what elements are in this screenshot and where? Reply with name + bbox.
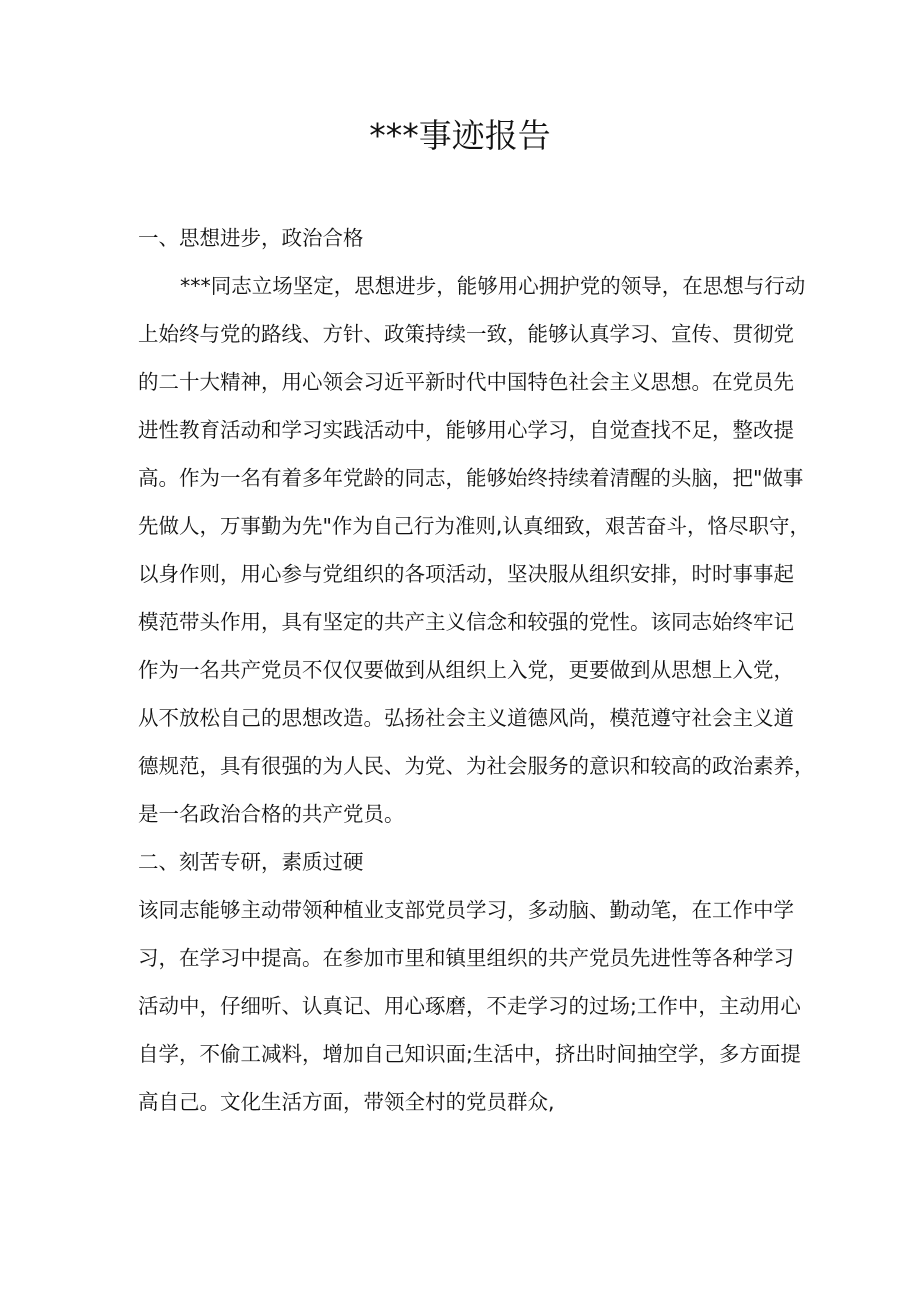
paragraph-line: 自学，不偷工减料，增加自己知识面;生活中，挤出时间抽空学，多方面提 bbox=[138, 1042, 801, 1066]
document-body bbox=[138, 214, 815, 1126]
section-heading: 二、刻苦专研，素质过硬 bbox=[138, 850, 364, 874]
paragraph-line: 模范带头作用，具有坚定的共产主义信念和较强的党性。该同志始终牢记 bbox=[138, 610, 794, 634]
document-title: ***事迹报告 bbox=[369, 116, 551, 155]
paragraph-line: 高自己。文化生活方面，带领全村的党员群众, bbox=[138, 1090, 555, 1114]
paragraph-line: 的二十大精神，用心领会习近平新时代中国特色社会主义思想。在党员先 bbox=[138, 370, 794, 394]
paragraph-line: 从不放松自己的思想改造。弘扬社会主义道德风尚，模范遵守社会主义道 bbox=[138, 706, 794, 730]
paragraph-line: 作为一名共产党员不仅仅要做到从组织上入党，更要做到从思想上入党， bbox=[138, 658, 794, 682]
paragraph-line: 上始终与党的路线、方针、政策持续一致，能够认真学习、宣传、贯彻党 bbox=[138, 322, 794, 346]
paragraph-line: 该同志能够主动带领种植业支部党员学习，多动脑、勤动笔，在工作中学 bbox=[138, 898, 794, 922]
paragraph-line: 德规范，具有很强的为人民、为党、为社会服务的意识和较高的政治素养， bbox=[138, 754, 815, 778]
paragraph-line: 以身作则，用心参与党组织的各项活动，坚决服从组织安排，时时事事起 bbox=[138, 562, 794, 586]
paragraph-line: 进性教育活动和学习实践活动中，能够用心学习，自觉查找不足，整改提 bbox=[138, 418, 794, 442]
paragraph-line: 高。作为一名有着多年党龄的同志，能够始终持续着清醒的头脑，把"做事 bbox=[138, 466, 804, 490]
paragraph-line: ***同志立场坚定，思想进步，能够用心拥护党的领导，在思想与行动 bbox=[180, 274, 806, 298]
section-heading: 一、思想进步，政治合格 bbox=[138, 226, 364, 250]
paragraph-line: 先做人，万事勤为先"作为自己行为准则,认真细致，艰苦奋斗，恪尽职守， bbox=[138, 514, 810, 538]
paragraph-line: 是一名政治合格的共产党员。 bbox=[138, 802, 405, 826]
paragraph-line: 活动中，仔细听、认真记、用心琢磨，不走学习的过场;工作中，主动用心 bbox=[138, 994, 801, 1018]
paragraph-line: 习，在学习中提高。在参加市里和镇里组织的共产党员先进性等各种学习 bbox=[138, 946, 794, 970]
